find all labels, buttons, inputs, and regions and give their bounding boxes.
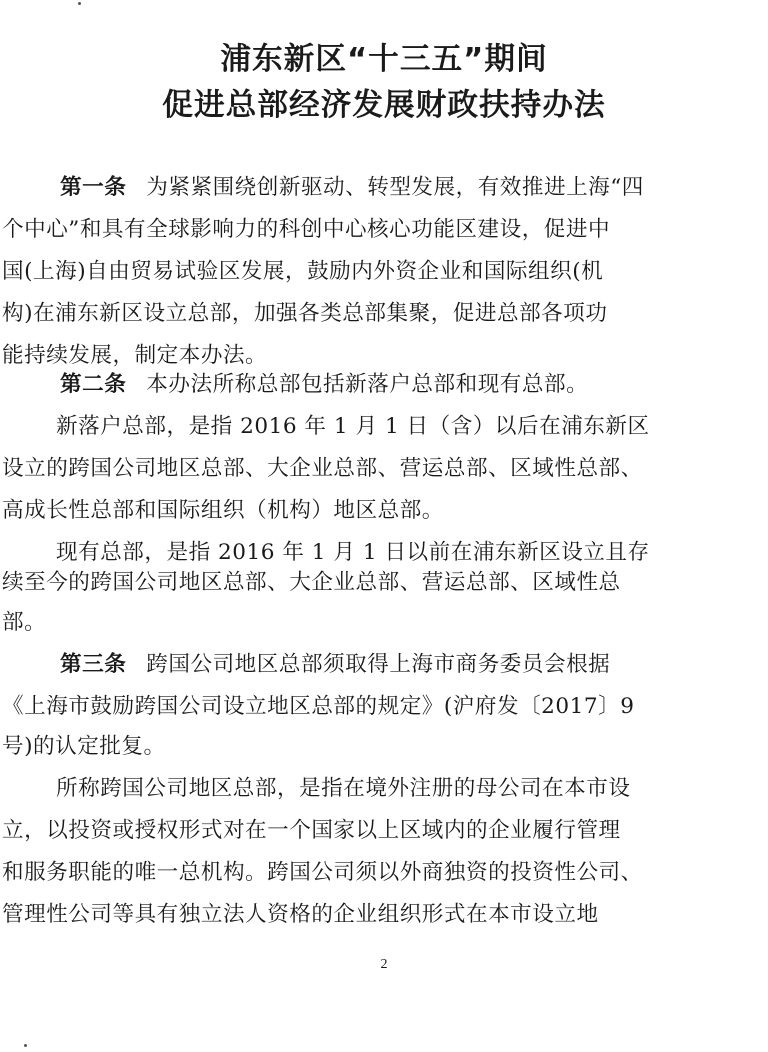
article-2-p3-line-2: 续至今的跨国公司地区总部、大企业总部、营运总部、区域性总 [2,570,621,595]
article-3-p2-line-3: 和服务职能的唯一总机构。跨国公司须以外商独资的投资性公司、 [2,860,643,885]
scan-speck [78,2,81,5]
article-2-p3-line-3: 部。 [2,610,47,635]
title-line-1: 浦东新区“十三五”期间 [220,42,548,77]
article-2-p2-line-3: 高成长性总部和国际组织（机构）地区总部。 [2,498,444,523]
article-2-p2-line-1: 新落户总部，是指 2016 年 1 月 1 日（含）以后在浦东新区 [56,414,650,439]
article-1-line-4: 构)在浦东新区设立总部，加强各类总部集聚，促进总部各项功 [2,301,608,326]
article-1-line-3: 国(上海)自由贸易试验区发展，鼓励内外资企业和国际组织(机 [2,259,604,284]
article-2-p2-line-2: 设立的跨国公司地区总部、大企业总部、营运总部、区域性总部、 [2,456,643,481]
article-1-first-line [60,172,644,204]
article-1-text: 为紧紧围绕创新驱动、转型发展，有效推进上海“四 [146,175,644,200]
article-2-label: 第二条 [60,372,127,397]
article-1-label: 第一条 [60,175,127,200]
article-2-p3-line-1: 现有总部，是指 2016 年 1 月 1 日以前在浦东新区设立且存 [56,540,650,565]
article-3-line-2: 《上海市鼓励跨国公司设立地区总部的规定》(沪府发〔2017〕9 [2,694,635,719]
article-3-p2-line-4: 管理性公司等具有独立法人资格的企业组织形式在本市设立地 [2,902,599,927]
article-1-line-2: 个中心”和具有全球影响力的科创中心核心功能区建设，促进中 [2,217,611,242]
article-3-first-line [60,649,610,681]
scan-speck [24,1044,27,1047]
article-3-p2-line-2: 立，以投资或授权形式对在一个国家以上区域内的企业履行管理 [2,818,621,843]
article-1-line-5: 能持续发展，制定本办法。 [2,343,268,368]
article-2-text: 本办法所称总部包括新落户总部和现有总部。 [146,372,589,397]
page-number: 2 [380,957,388,972]
article-2-first-line [60,369,588,401]
article-3-label: 第三条 [60,652,127,677]
article-3-p2-line-1: 所称跨国公司地区总部，是指在境外注册的母公司在本市设 [56,776,631,801]
title-line-2: 促进总部经济发展财政扶持办法 [162,88,606,123]
article-3-text: 跨国公司地区总部须取得上海市商务委员会根据 [146,652,611,677]
article-3-line-3: 号)的认定批复。 [2,734,166,759]
